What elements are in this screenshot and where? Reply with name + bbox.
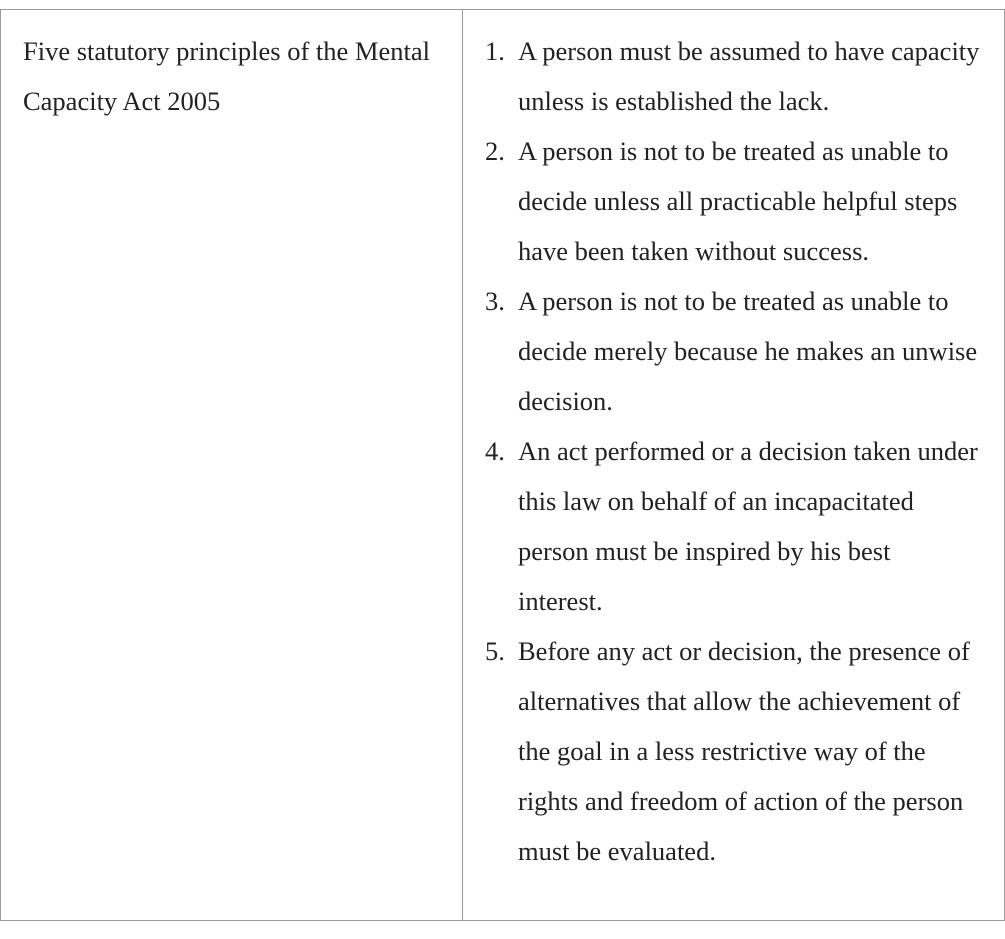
list-item-text: A person is not to be treated as unable to decide unless all practicable helpful steps have been taken without success. (518, 136, 958, 266)
list-item-number: 3. (485, 286, 505, 316)
list-item-number: 2. (485, 136, 505, 166)
principles-list (485, 26, 1004, 876)
list-item (485, 426, 1004, 626)
principles-table (0, 9, 1005, 921)
list-item (485, 626, 1004, 876)
table-cell-principles (463, 10, 1004, 920)
list-item-text: An act performed or a decision taken under this law on behalf of an incapacitated person must be inspired by his best interest. (518, 436, 978, 616)
list-item-text: A person must be assumed to have capacity unless is established the lack. (518, 36, 980, 116)
list-item-number: 4. (485, 436, 505, 466)
list-item-number: 1. (485, 36, 505, 66)
list-item-text: Before any act or decision, the presence of alternatives that allow the achievement of the goal in a less restrictive way of the rights and freedom of action of the person must be evaluated. (518, 636, 970, 866)
list-item (485, 126, 1004, 276)
table-cell-heading (1, 10, 463, 920)
list-item (485, 26, 1004, 126)
list-item (485, 276, 1004, 426)
heading-text: Five statutory principles of the Mental Capacity Act 2005 (23, 36, 430, 116)
list-item-text: A person is not to be treated as unable to decide merely because he makes an unwise decision. (518, 286, 978, 416)
list-item-number: 5. (485, 636, 505, 666)
